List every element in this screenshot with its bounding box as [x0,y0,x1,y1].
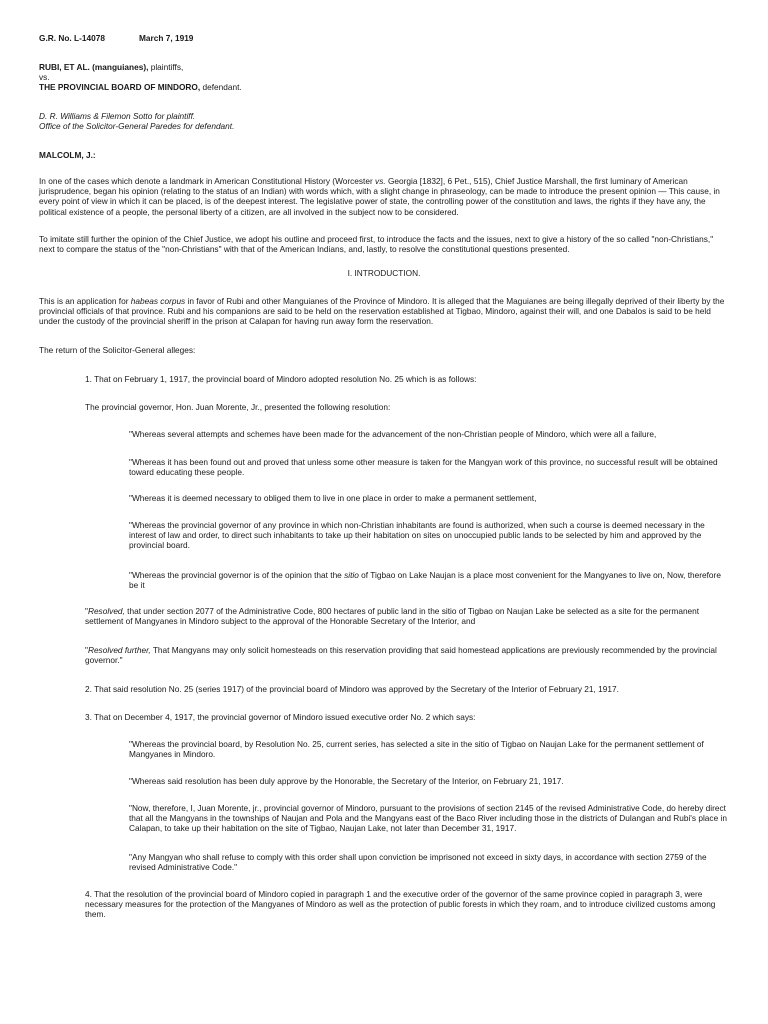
opinion-author: MALCOLM, J.: [39,150,96,160]
defendant-role: defendant. [200,82,242,93]
case-date: March 7, 1919 [139,33,194,43]
defendant-name: THE PROVINCIAL BOARD OF MINDORO, [39,82,201,93]
order-directive: "Now, therefore, I, Juan Morente, jr., provincial governor of Mindoro, pursuant to the provisions of section 2145 of the revised Administrative Code, do hereby direct that all the Mangyans in the townships of Naujan and Pola and the Mangyans east of the Baco River including those in the districts of Dulangan and Rubi's place in Calapan, to take up their habitation on the site of Tigbao, Naujan Lake, not later than December 31, 1917. [129,803,727,834]
paragraph-habeas: This is an application for habeas corpus in favor of Rubi and other Manguianes of the Province of Mindoro. It is alleged that the Maguianes are being illegally deprived of their liberty by the provincial officials of that province. Rubi and his companions are said to be held on the reservation established at Tigbao, Mindoro, against their will, and one Dabalos is said to be held under the custody of the provincial sheriff in the prison at Calapan for having run away form the reservation. [39,296,725,327]
case-parties [39,62,729,93]
list-item-1: 1. That on February 1, 1917, the provincial board of Mindoro adopted resolution No. 25 which is as follows: [85,374,477,384]
case-number-line [39,33,729,43]
whereas-2: "Whereas it has been found out and proved that unless some other measure is taken for the Mangyan work of this province, no successful result will be obtained toward educating these people. [129,457,718,478]
whereas-1: "Whereas several attempts and schemes have been made for the advancement of the non-Christian people of Mindoro, which were all a failure, [129,429,657,439]
list-item-3: 3. That on December 4, 1917, the provincial governor of Mindoro issued executive order No. 2 which says: [85,712,476,722]
plaintiff-counsel: D. R. Williams & Filemon Sotto for plaintiff. [39,111,196,121]
whereas-5: "Whereas the provincial governor is of the opinion that the sitio of Tigbao on Lake Naujan is a place most convenient for the Mangyanes to live on, Now, therefore be it [129,570,721,591]
order-whereas-2: "Whereas said resolution has been duly approve by the Honorable, the Secretary of the Interior, on February 21, 1917. [129,776,564,786]
order-whereas-1: "Whereas the provincial board, by Resolution No. 25, current series, has selected a site in the sitio of Tigbao on Naujan Lake for the permanent settlement of Mangyanes in Mindoro. [129,739,704,760]
governor-intro: The provincial governor, Hon. Juan Morente, Jr., presented the following resolution: [85,402,391,412]
order-penalty: "Any Mangyan who shall refuse to comply with this order shall upon conviction be imprisoned not exceed in sixty days, in accordance with section 2759 of the revised Administrative Code." [129,852,707,873]
resolved-2: "Resolved further, That Mangyans may only solicit homesteads on this reservation providing that said homestead applications are previously recommended by the provincial governor." [85,645,717,666]
versus: vs. [39,72,50,83]
paragraph-landmark: In one of the cases which denote a landmark in American Constitutional History (Worcester vs. Georgia [1832], 6 Pet., 515), Chief Justice Marshall, the first luminary of American jurisprudence, began his opinion (relating to the status of an Indian) with words which, with a slight change in phraseology, can be made to introduce the present opinion — This cause, in every point of view in which it can be placed, is of the deepest interest. The legislative power of state, the controlling power of the constitution and laws, the rights if they have any, the political existence of a people, the personal liberty of a citizen, are all involved in the subject now to be considered. [39,176,720,217]
whereas-3: "Whereas it is deemed necessary to obliged them to live in one place in order to make a permanent settlement, [129,493,537,503]
whereas-4: "Whereas the provincial governor of any province in which non-Christian inhabitants are found is authorized, when such a course is deemed necessary in the interest of law and order, to direct such inhabitants to take up their habitation on sites on unoccupied public lands to be selected by him and approved by the provincial board. [129,520,705,551]
plaintiffs-role: plaintiffs, [148,62,184,72]
counsel-block [39,111,729,131]
list-item-2: 2. That said resolution No. 25 (series 1917) of the provincial board of Mindoro was approved by the Secretary of the Interior of February 21, 1917. [85,684,619,694]
list-item-4: 4. That the resolution of the provincial board of Mindoro copied in paragraph 1 and the executive order of the governor of the same province copied in paragraph 3, were necessary measures for the protection of the Mangyanes of Mindoro as well as the protection of public forests in which they roam, and to introduce civilized customs among them. [85,889,716,920]
case-number: G.R. No. L-14078 [39,33,105,43]
paragraph-return: The return of the Solicitor-General alleges: [39,345,196,355]
resolved-1: "Resolved, that under section 2077 of the Administrative Code, 800 hectares of public land in the sitio of Tigbao on Naujan Lake be selected as a site for the permanent settlement of Mangyanes in Mindoro subject to the approval of the Honorable Secretary of the Interior, and [85,606,700,627]
defendant-counsel: Office of the Solicitor-General Paredes for defendant. [39,121,235,132]
paragraph-outline: To imitate still further the opinion of the Chief Justice, we adopt his outline and proceed first, to introduce the facts and the issues, next to give a history of the so called "non-Christians," next to compare the status of the "non-Christians" with that of the American Indians, and, lastly, to resolve the constitutional questions presented. [39,234,714,255]
plaintiffs-name: RUBI, ET AL. (manguianes), [39,62,149,72]
section-heading: I. INTRODUCTION. [347,268,421,278]
